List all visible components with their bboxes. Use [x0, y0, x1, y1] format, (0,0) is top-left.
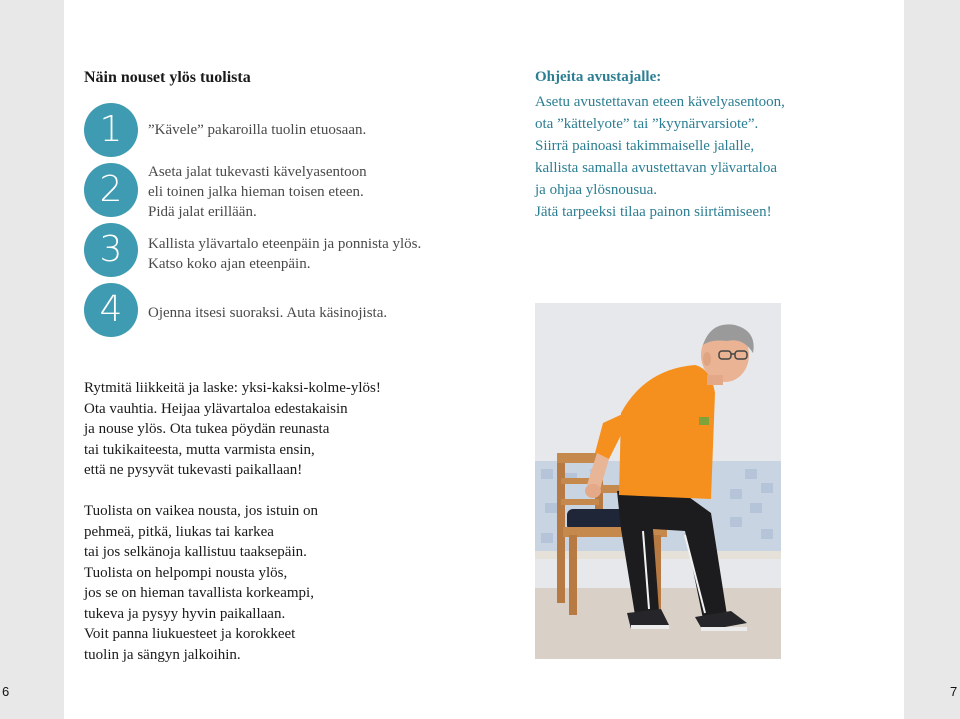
step-3-text: Kallista ylävartalo eteenpäin ja ponnista ylös. Katso koko ajan eteenpäin. — [148, 236, 422, 272]
step-2-badge: 2 — [84, 163, 138, 217]
step-3-badge: 3 — [84, 223, 138, 277]
photo-illustration — [535, 303, 781, 659]
step-1-text: ”Kävele” pakaroilla tuolin etuosaan. — [148, 122, 367, 138]
step-1-badge: 1 — [84, 103, 138, 157]
assistant-title: Ohjeita avustajalle: — [535, 69, 662, 85]
photo-man-rising-from-chair — [535, 303, 781, 659]
page-title: Näin nouset ylös tuolista — [84, 69, 251, 86]
assistant-instructions: Asetu avustettavan eteen kävelyasentoon, ota ”kättelyote” tai ”kyynärvarsiote”. Siirrä painoasi takimmaiselle jalalle, kallista samalla avustettavan ylävartaloa ja ohjaa ylösnousua. Jätä tarpeeksi tilaa painon siirtämiseen! — [535, 94, 785, 220]
step-4-badge: 4 — [84, 283, 138, 337]
step-2-text: Aseta jalat tukevasti kävelyasentoon eli toinen jalka hieman toisen eteen. Pidä jalat erillään. — [148, 164, 367, 220]
page-number-left: 6 — [2, 684, 10, 699]
step-4-text: Ojenna itsesi suoraksi. Auta käsinojista. — [148, 305, 388, 321]
chair-paragraph: Tuolista on vaikea nousta, jos istuin on pehmeä, pitkä, liukas tai karkea tai jos selkänoja kallistuu taaksepäin. Tuolista on helpompi nousta ylös, jos se on hieman tavallista korkeampi, tukeva ja pysyy hyvin paikallaan. Voit panna liukuesteet ja korokkeet tuolin ja sängyn jalkoihin. — [84, 503, 319, 663]
page-number-right: 7 — [950, 684, 958, 699]
rhythm-paragraph: Rytmitä liikkeitä ja laske: yksi-kaksi-kolme-ylös! Ota vauhtia. Heijaa ylävartaloa edestakaisin ja nouse ylös. Ota tukea pöydän reunasta tai tukikaiteesta, mutta varmista ensin, että ne pysyvät tukevasti paikallaan! — [84, 380, 381, 478]
